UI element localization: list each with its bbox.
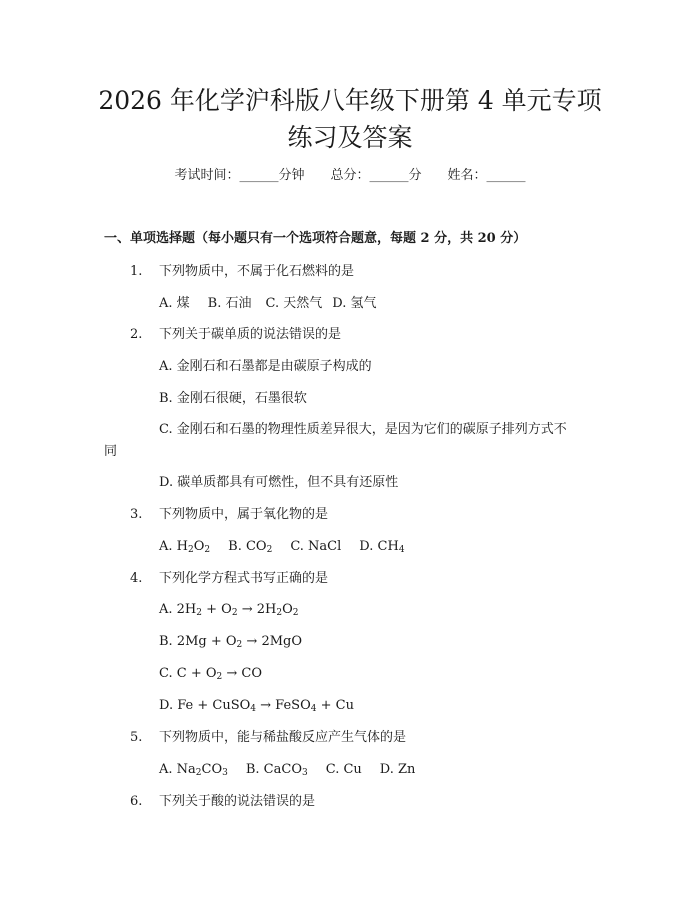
option-d: D. 氢气 xyxy=(332,296,377,311)
option-a: A. $Na_2CO_3$ xyxy=(159,762,228,778)
question-text: 下列关于酸的说法错误的是 xyxy=(159,794,316,809)
question-text: 下列关于碳单质的说法错误的是 xyxy=(159,327,342,342)
question-number: 4. xyxy=(130,571,143,586)
option-b: B. 金刚石很硬，石墨很软 xyxy=(159,391,307,406)
option-b: B. $2Mg + O_2 \to 2MgO$ xyxy=(159,634,302,650)
option-a: A. $H_2O_2$ xyxy=(159,539,211,555)
option-d: D. Fe + CuSO$_4$ → FeSO$_4$ + Cu xyxy=(159,698,354,714)
exam-meta xyxy=(0,166,700,186)
question-options xyxy=(159,760,415,780)
question-number: 5. xyxy=(130,730,143,745)
option-c: C. 金刚石和石墨的物理性质差异很大，是因为它们的碳原子排列方式不 xyxy=(159,422,567,437)
question-text: 下列化学方程式书写正确的是 xyxy=(159,571,329,586)
question-number: 6. xyxy=(130,794,143,809)
question-number: 2. xyxy=(130,327,143,342)
question-text: 下列物质中，属于氧化物的是 xyxy=(159,507,329,522)
question-options xyxy=(159,537,405,557)
option-d: D. $CH_4$ xyxy=(359,539,405,555)
question-text: 下列物质中，不属于化石燃料的是 xyxy=(159,264,355,279)
option-c: C. Cu xyxy=(325,762,362,777)
option-d: D. Zn xyxy=(379,762,416,777)
total-score-label: 总分：______分 xyxy=(330,168,422,183)
option-c: C. $C + O_2$ → CO xyxy=(159,666,263,682)
option-a: A. 金刚石和石墨都是由碳原子构成的 xyxy=(159,359,372,374)
document-title-line-1: 2026 年化学沪科版八年级下册第 4 单元专项 xyxy=(98,86,602,115)
option-c: C. NaCl xyxy=(290,539,342,554)
option-c: C. 天然气 xyxy=(265,296,323,311)
option-a: A. 煤 xyxy=(159,296,190,311)
section-heading: 一、单项选择题（每小题只有一个选项符合题意，每题 2 分，共 20 分） xyxy=(104,231,527,246)
exam-time-label: 考试时间：______分钟 xyxy=(174,168,305,183)
option-d: D. 碳单质都具有可燃性，但不具有还原性 xyxy=(159,475,399,490)
option-b: B. 石油 xyxy=(207,296,252,311)
question-options xyxy=(159,294,376,314)
question-number: 1. xyxy=(130,264,143,279)
option-a: A. $2H_2 + O_2 \to 2H_2O_2$ xyxy=(159,602,299,618)
document-title-line-2: 练习及答案 xyxy=(287,123,413,152)
option-c-continued: 同 xyxy=(104,444,118,459)
option-b: B. CaCO$_3$ xyxy=(245,762,308,778)
option-b: B. $CO_2$ xyxy=(228,539,273,555)
question-text: 下列物质中，能与稀盐酸反应产生气体的是 xyxy=(159,730,407,745)
student-name-label: 姓名：______ xyxy=(447,168,526,183)
question-number: 3. xyxy=(130,507,143,522)
